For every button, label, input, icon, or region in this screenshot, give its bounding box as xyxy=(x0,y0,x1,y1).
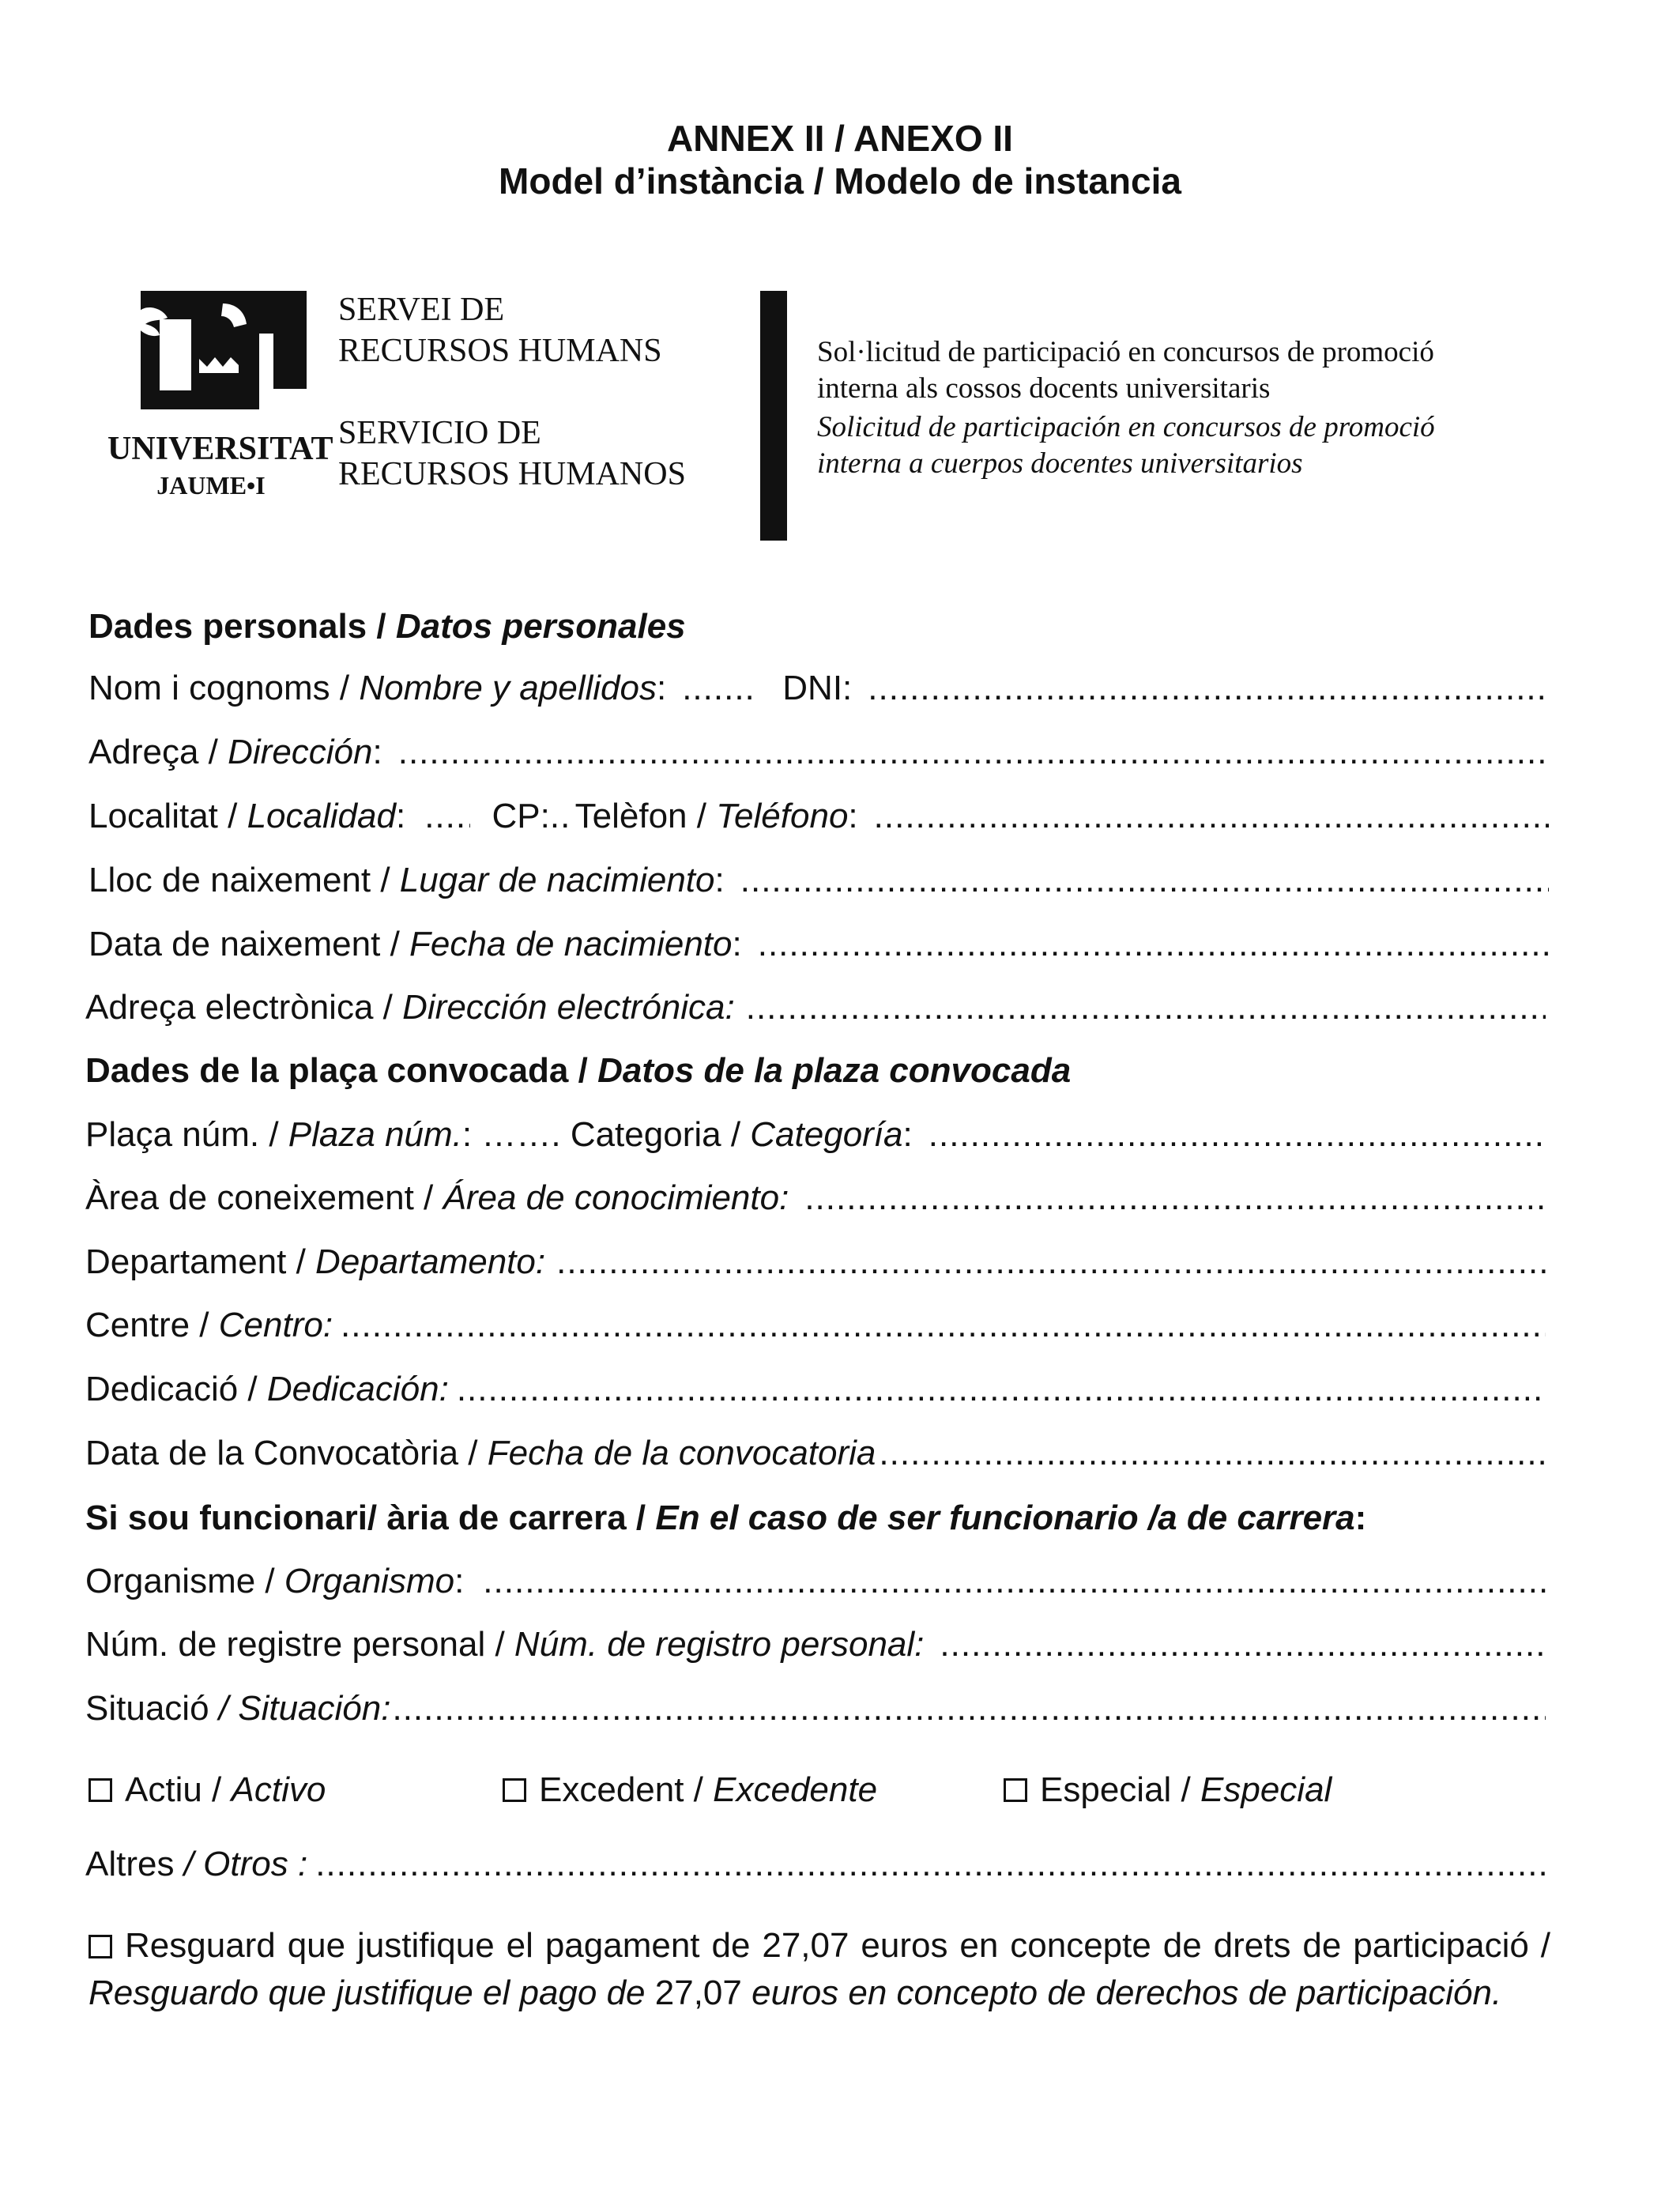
section-position-data xyxy=(85,1051,1071,1091)
area-dots[interactable] xyxy=(804,1178,1546,1218)
section-civil-servant: Si sou funcionari/ ària de carrera / En el caso de ser funcionario /a de carrera: xyxy=(85,1498,1367,1537)
name-label-ca: Nom i cognoms / xyxy=(89,669,350,707)
email-field[interactable] xyxy=(85,983,1546,1027)
address-dots[interactable] xyxy=(398,733,1549,772)
locality-dots[interactable] xyxy=(424,797,469,836)
active-option[interactable] xyxy=(89,1770,326,1810)
name-field[interactable]: Nom i cognoms / Nombre y apellidos : ..... DNI: ..... xyxy=(89,664,1549,708)
active-checkbox[interactable] xyxy=(89,1778,112,1802)
service-es-line2: RECURSOS HUMANOS xyxy=(338,456,686,492)
email-dots[interactable] xyxy=(746,988,1546,1027)
area-label-ca: Àrea de coneixement / xyxy=(85,1178,434,1217)
dedication-field[interactable] xyxy=(85,1365,1546,1409)
position-number-label-es: Plaza núm. xyxy=(288,1115,462,1154)
university-name xyxy=(107,431,333,503)
receipt-amount: 27,07 xyxy=(654,1973,742,2012)
reg-dots[interactable] xyxy=(940,1625,1546,1664)
service-es-line1: SERVICIO DE xyxy=(338,415,541,451)
organism-field[interactable]: Organisme / Organismo : ..... xyxy=(85,1557,1546,1601)
special-label-ca: Especial / xyxy=(1040,1770,1191,1809)
section-civil-ca: Si sou funcionari/ ària de carrera / xyxy=(85,1498,646,1537)
call-date-label-ca: Data de la Convocatòria / xyxy=(85,1434,478,1472)
service-name-ca xyxy=(338,289,662,371)
request-ca-line1: Sol·licitud de participació en concursos de promoció xyxy=(817,336,1434,368)
department-field[interactable] xyxy=(85,1238,1546,1282)
status-field[interactable] xyxy=(85,1684,1546,1728)
reg-label-es: Núm. de registro personal: xyxy=(514,1625,925,1664)
area-label-es: Área de conocimiento: xyxy=(443,1178,789,1217)
other-field[interactable] xyxy=(85,1840,1546,1884)
section-position-es: Datos de la plaza convocada xyxy=(597,1051,1072,1090)
birthplace-label-ca: Lloc de naixement / xyxy=(89,861,390,899)
centre-label-es: Centro: xyxy=(218,1306,333,1344)
section-position-ca: Dades de la plaça convocada / xyxy=(85,1051,588,1090)
centre-dots[interactable] xyxy=(341,1306,1546,1345)
address-label-es: Dirección xyxy=(228,733,373,771)
service-ca-line2: RECURSOS HUMANS xyxy=(338,333,662,369)
phone-label-ca: Telèfon / xyxy=(574,797,706,835)
status-label-ca: Situació xyxy=(85,1689,209,1728)
registry-number-field[interactable] xyxy=(85,1620,1546,1664)
phone-dots[interactable] xyxy=(874,797,1549,836)
dni-label: DNI: xyxy=(782,669,853,707)
centre-field[interactable] xyxy=(85,1301,1546,1345)
birthdate-label-ca: Data de naixement / xyxy=(89,925,400,963)
cp-label: CP: xyxy=(492,797,550,835)
category-label-es: Categoría xyxy=(750,1115,903,1154)
category-dots[interactable] xyxy=(929,1115,1546,1155)
leave-label-es: Excedente xyxy=(713,1770,878,1809)
centre-label-ca: Centre / xyxy=(85,1306,209,1344)
other-label-es: / Otros : xyxy=(183,1845,308,1883)
other-label-ca: Altres xyxy=(85,1845,175,1883)
status-label-es: / Situación: xyxy=(218,1689,391,1728)
receipt-text-es-2: euros en concepto de derechos de participación. xyxy=(751,1973,1502,2012)
dni-dots[interactable] xyxy=(868,669,1549,708)
dept-label-es: Departamento: xyxy=(315,1242,546,1281)
phone-label-es: Teléfono xyxy=(716,797,849,835)
birthdate-field[interactable]: Data de naixement / Fecha de nacimiento : ..... xyxy=(89,920,1549,964)
leave-checkbox[interactable] xyxy=(503,1778,526,1802)
university-name-line2: JAUME•I xyxy=(156,471,266,499)
dedication-dots[interactable] xyxy=(457,1370,1546,1409)
knowledge-area-field[interactable] xyxy=(85,1174,1546,1218)
request-title-ca xyxy=(817,334,1434,407)
address-label-ca: Adreça / xyxy=(89,733,218,771)
special-label-es: Especial xyxy=(1200,1770,1332,1809)
birthplace-field[interactable]: Lloc de naixement / Lugar de nacimiento : ..... xyxy=(89,856,1549,900)
section-personal-ca: Dades personals / xyxy=(89,607,386,646)
position-number-dots[interactable]: : ……. xyxy=(461,1115,571,1154)
birthplace-label-es: Lugar de nacimiento xyxy=(399,861,715,899)
birthdate-label-es: Fecha de nacimiento xyxy=(409,925,733,963)
annex-title: ANNEX II / ANEXO II xyxy=(667,118,1013,159)
org-dots[interactable] xyxy=(483,1562,1546,1601)
active-label-ca: Actiu / xyxy=(125,1770,222,1809)
category-label-ca: Categoria / xyxy=(570,1115,741,1154)
request-title-es xyxy=(817,409,1435,482)
dept-dots[interactable] xyxy=(556,1242,1546,1282)
address-field[interactable]: Adreça / Dirección : ..... xyxy=(89,728,1549,772)
call-date-label-es: Fecha de la convocatoria xyxy=(487,1434,876,1472)
cp-dots[interactable] xyxy=(550,797,572,836)
call-date-field[interactable] xyxy=(85,1429,1546,1473)
form-title: Model d’instància / Modelo de instancia xyxy=(499,160,1181,202)
divider-bar xyxy=(760,291,787,541)
dept-label-ca: Departament / xyxy=(85,1242,306,1281)
org-label-es: Organismo xyxy=(284,1562,455,1600)
email-label-ca: Adreça electrònica / xyxy=(85,988,393,1027)
dedication-label-es: Dedicación: xyxy=(266,1370,449,1408)
name-label-es: Nombre y apellidos xyxy=(359,669,657,707)
locality-label-es: Localidad xyxy=(247,797,396,835)
receipt-checkbox[interactable] xyxy=(89,1935,112,1958)
call-date-dots[interactable] xyxy=(879,1434,1546,1473)
payment-receipt-option[interactable] xyxy=(89,1922,1550,2017)
birthplace-dots[interactable] xyxy=(740,861,1549,900)
locality-label-ca: Localitat / xyxy=(89,797,238,835)
section-civil-es: En el caso de ser funcionario /a de carrera xyxy=(655,1498,1355,1537)
special-option[interactable] xyxy=(1004,1770,1332,1810)
position-number-field[interactable]: Plaça núm. / Plaza núm. : ……. Categoria / Categoría : ..... xyxy=(85,1110,1546,1155)
service-name-es xyxy=(338,413,686,495)
receipt-text-es-1: Resguardo que justifique el pago de xyxy=(89,1973,646,2012)
request-es-line2: interna a cuerpos docentes universitarios xyxy=(817,447,1303,480)
request-es-line1: Solicitud de participación en concursos de promoció xyxy=(817,411,1435,443)
section-personal-es: Datos personales xyxy=(395,607,686,646)
email-label-es: Dirección electrónica: xyxy=(402,988,735,1027)
university-name-line1: UNIVERSITAT xyxy=(107,431,333,467)
org-label-ca: Organisme / xyxy=(85,1562,275,1600)
receipt-text-ca: Resguard que justifique el pagament de 27,07 euros en concepte de drets de participació / xyxy=(125,1926,1550,1965)
leave-option[interactable] xyxy=(503,1770,877,1810)
name-dots[interactable] xyxy=(682,669,754,708)
status-dots[interactable] xyxy=(392,1689,1546,1728)
birthdate-dots[interactable] xyxy=(758,925,1549,964)
special-checkbox[interactable] xyxy=(1004,1778,1027,1802)
other-dots[interactable] xyxy=(315,1845,1546,1884)
request-ca-line2: interna als cossos docents universitaris xyxy=(817,372,1271,405)
leave-label-ca: Excedent / xyxy=(539,1770,703,1809)
service-ca-line1: SERVEI DE xyxy=(338,292,505,328)
status-options xyxy=(89,1770,1549,1818)
active-label-es: Activo xyxy=(231,1770,326,1809)
dedication-label-ca: Dedicació / xyxy=(85,1370,258,1408)
position-number-label-ca: Plaça núm. / xyxy=(85,1115,279,1154)
reg-label-ca: Núm. de registre personal / xyxy=(85,1625,505,1664)
locality-field[interactable]: Localitat / Localidad : ..... CP: ..... Telèfon / Teléfono : ..... xyxy=(89,792,1549,836)
section-personal-data xyxy=(89,607,686,647)
